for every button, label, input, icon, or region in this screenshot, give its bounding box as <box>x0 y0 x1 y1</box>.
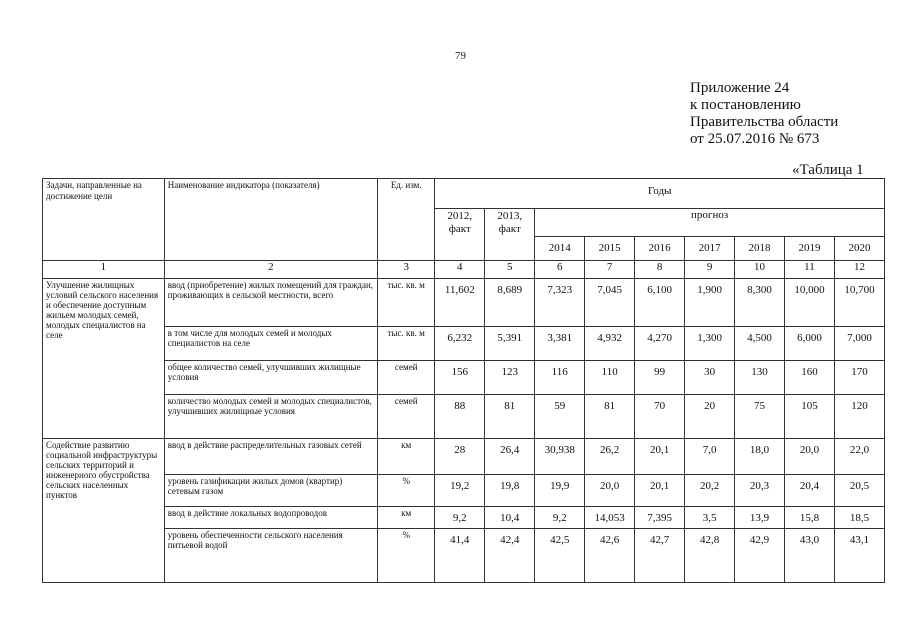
indicator-cell: уровень обеспеченности сельского населения питьевой водой <box>164 529 377 583</box>
value-cell: 15,8 <box>785 507 835 529</box>
column-number: 3 <box>378 261 435 279</box>
value-cell: 41,4 <box>435 529 485 583</box>
unit-cell: семей <box>378 395 435 439</box>
value-cell: 20,3 <box>735 475 785 507</box>
value-cell: 20,1 <box>635 439 685 475</box>
value-cell: 7,000 <box>834 327 884 361</box>
value-cell: 6,000 <box>785 327 835 361</box>
value-cell: 19,9 <box>535 475 585 507</box>
column-number: 12 <box>834 261 884 279</box>
value-cell: 30,938 <box>535 439 585 475</box>
value-cell: 20,0 <box>785 439 835 475</box>
value-cell: 10,000 <box>785 279 835 327</box>
unit-cell: семей <box>378 361 435 395</box>
value-cell: 4,932 <box>585 327 635 361</box>
header-forecast-year: 2014 <box>535 237 585 261</box>
value-cell: 42,7 <box>635 529 685 583</box>
indicator-cell: ввод в действие локальных водопроводов <box>164 507 377 529</box>
value-cell: 42,8 <box>685 529 735 583</box>
header-task: Задачи, направленные на достижение цели <box>43 179 165 261</box>
value-cell: 116 <box>535 361 585 395</box>
table-row <box>43 439 885 475</box>
value-cell: 22,0 <box>834 439 884 475</box>
column-number: 9 <box>685 261 735 279</box>
value-cell: 11,602 <box>435 279 485 327</box>
appendix-line: Приложение 24 <box>690 80 790 96</box>
value-cell: 18,0 <box>735 439 785 475</box>
value-cell: 43,0 <box>785 529 835 583</box>
unit-cell: % <box>378 475 435 507</box>
table-row <box>43 507 885 529</box>
value-cell: 156 <box>435 361 485 395</box>
header-forecast-year: 2020 <box>834 237 884 261</box>
appendix-block <box>690 80 838 148</box>
value-cell: 19,8 <box>485 475 535 507</box>
value-cell: 130 <box>735 361 785 395</box>
column-number: 10 <box>735 261 785 279</box>
page-number: 79 <box>455 50 466 62</box>
value-cell: 8,689 <box>485 279 535 327</box>
header-forecast-year: 2017 <box>685 237 735 261</box>
indicator-cell: ввод (приобретение) жилых помещений для граждан, проживающих в сельской местности, всего <box>164 279 377 327</box>
value-cell: 7,045 <box>585 279 635 327</box>
appendix-line: от 25.07.2016 № 673 <box>690 131 820 147</box>
table-row <box>43 361 885 395</box>
value-cell: 42,5 <box>535 529 585 583</box>
unit-cell: км <box>378 439 435 475</box>
value-cell: 70 <box>635 395 685 439</box>
value-cell: 3,5 <box>685 507 735 529</box>
value-cell: 43,1 <box>834 529 884 583</box>
value-cell: 20 <box>685 395 735 439</box>
value-cell: 7,323 <box>535 279 585 327</box>
value-cell: 26,4 <box>485 439 535 475</box>
value-cell: 13,9 <box>735 507 785 529</box>
value-cell: 3,381 <box>535 327 585 361</box>
value-cell: 20,2 <box>685 475 735 507</box>
value-cell: 4,500 <box>735 327 785 361</box>
indicator-cell: уровень газификации жилых домов (квартир) сетевым газом <box>164 475 377 507</box>
value-cell: 20,1 <box>635 475 685 507</box>
header-forecast-year: 2018 <box>735 237 785 261</box>
value-cell: 8,300 <box>735 279 785 327</box>
column-number: 6 <box>535 261 585 279</box>
indicator-cell: в том числе для молодых семей и молодых специалистов на селе <box>164 327 377 361</box>
indicator-cell: количество молодых семей и молодых специалистов, улучшивших жилищные условия <box>164 395 377 439</box>
header-forecast: прогноз <box>535 209 885 237</box>
column-number: 11 <box>785 261 835 279</box>
value-cell: 75 <box>735 395 785 439</box>
value-cell: 170 <box>834 361 884 395</box>
unit-cell: тыс. кв. м <box>378 327 435 361</box>
value-cell: 28 <box>435 439 485 475</box>
value-cell: 81 <box>585 395 635 439</box>
task-cell: Содействие развитию социальной инфраструктуры сельских территорий и инженерного обустройства сельских населенных пунктов <box>43 439 165 583</box>
unit-cell: % <box>378 529 435 583</box>
unit-cell: км <box>378 507 435 529</box>
header-forecast-year: 2015 <box>585 237 635 261</box>
header-forecast-year: 2016 <box>635 237 685 261</box>
value-cell: 26,2 <box>585 439 635 475</box>
value-cell: 7,0 <box>685 439 735 475</box>
header-indicator: Наименование индикатора (показателя) <box>164 179 377 261</box>
value-cell: 7,395 <box>635 507 685 529</box>
indicator-cell: общее количество семей, улучшивших жилищные условия <box>164 361 377 395</box>
value-cell: 10,700 <box>834 279 884 327</box>
column-number: 2 <box>164 261 377 279</box>
value-cell: 6,100 <box>635 279 685 327</box>
value-cell: 1,900 <box>685 279 735 327</box>
column-number: 7 <box>585 261 635 279</box>
value-cell: 105 <box>785 395 835 439</box>
value-cell: 19,2 <box>435 475 485 507</box>
column-number: 5 <box>485 261 535 279</box>
unit-cell: тыс. кв. м <box>378 279 435 327</box>
indicator-cell: ввод в действие распределительных газовых сетей <box>164 439 377 475</box>
value-cell: 18,5 <box>834 507 884 529</box>
table-caption: «Таблица 1 <box>792 162 864 178</box>
value-cell: 20,4 <box>785 475 835 507</box>
value-cell: 14,053 <box>585 507 635 529</box>
header-fact-2012: 2012, факт <box>435 209 485 261</box>
value-cell: 160 <box>785 361 835 395</box>
column-number: 8 <box>635 261 685 279</box>
value-cell: 42,6 <box>585 529 635 583</box>
column-number: 1 <box>43 261 165 279</box>
value-cell: 6,232 <box>435 327 485 361</box>
value-cell: 30 <box>685 361 735 395</box>
value-cell: 123 <box>485 361 535 395</box>
header-years: Годы <box>435 179 885 209</box>
indicators-table <box>42 178 885 583</box>
appendix-line: Правительства области <box>690 114 839 130</box>
value-cell: 9,2 <box>435 507 485 529</box>
table-row <box>43 529 885 583</box>
table-row <box>43 395 885 439</box>
value-cell: 42,4 <box>485 529 535 583</box>
column-number: 4 <box>435 261 485 279</box>
value-cell: 110 <box>585 361 635 395</box>
appendix-line: к постановлению <box>690 97 801 113</box>
value-cell: 10,4 <box>485 507 535 529</box>
value-cell: 120 <box>834 395 884 439</box>
table-row <box>43 279 885 327</box>
table-row <box>43 475 885 507</box>
value-cell: 9,2 <box>535 507 585 529</box>
value-cell: 4,270 <box>635 327 685 361</box>
table-row <box>43 327 885 361</box>
value-cell: 1,300 <box>685 327 735 361</box>
header-forecast-year: 2019 <box>785 237 835 261</box>
value-cell: 99 <box>635 361 685 395</box>
value-cell: 5,391 <box>485 327 535 361</box>
value-cell: 20,0 <box>585 475 635 507</box>
value-cell: 20,5 <box>834 475 884 507</box>
value-cell: 42,9 <box>735 529 785 583</box>
value-cell: 59 <box>535 395 585 439</box>
header-unit: Ед. изм. <box>378 179 435 261</box>
header-fact-2013: 2013, факт <box>485 209 535 261</box>
value-cell: 88 <box>435 395 485 439</box>
task-cell: Улучшение жилищных условий сельского населения и обеспечение доступным жильем молодых семей, молодых специалистов на селе <box>43 279 165 439</box>
value-cell: 81 <box>485 395 535 439</box>
